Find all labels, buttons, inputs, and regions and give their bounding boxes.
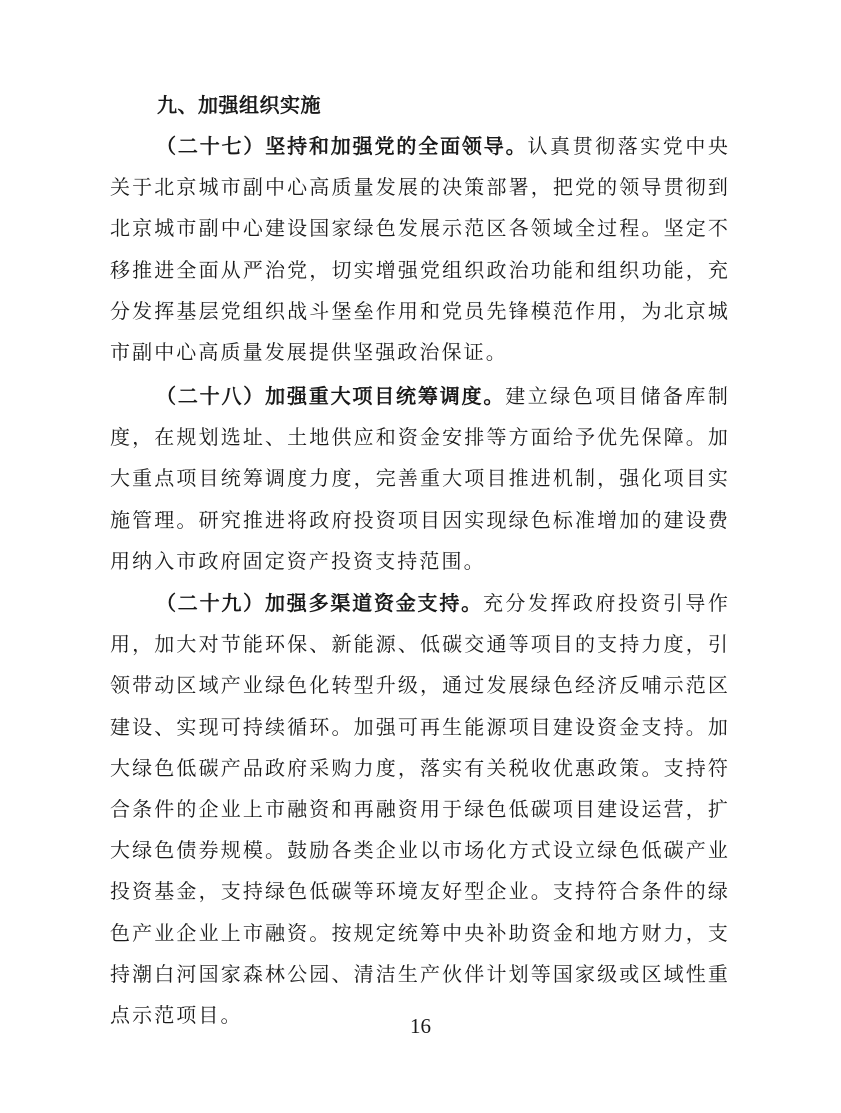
section-heading: 九、加强组织实施: [157, 93, 321, 117]
paragraph-27-body: 认真贯彻落实党中央关于北京城市副中心高质量发展的决策部署，把党的领导贯彻到北京城市副中心建设国家绿色发展示范区各领域全过程。坚定不移推进全面从严治党，切实增强党组织政治功能和组织功能，充分发挥基层党组织战斗堡垒作用和党员先锋模范作用，为北京城市副中心高质量发展提供坚强政治保证。: [110, 134, 730, 365]
paragraph-28: [110, 376, 730, 582]
paragraph-28-lead: （二十八）加强重大项目统筹调度。: [156, 384, 506, 408]
paragraph-28-body: 建立绿色项目储备库制度，在规划选址、土地供应和资金安排等方面给予优先保障。加大重点项目统筹调度力度，完善重大项目推进机制，强化项目实施管理。研究推进将政府投资项目因实现绿色标准增加的建设费用纳入市政府固定资产投资支持范围。: [110, 384, 731, 573]
paragraph-29-lead: （二十九）加强多渠道资金支持。: [156, 591, 483, 615]
paragraph-29-body: 充分发挥政府投资引导作用，加大对节能环保、新能源、低碳交通等项目的支持力度，引领带动区域产业绿色化转型升级，通过发展绿色经济反哺示范区建设、实现可持续循环。加强可再生能源项目建设资金支持。加大绿色低碳产品政府采购力度，落实有关税收优惠政策。支持符合条件的企业上市融资和再融资用于绿色低碳项目建设运营，扩大绿色债券规模。鼓励各类企业以市场化方式设立绿色低碳产业投资基金，支持绿色低碳等环境友好型企业。支持符合条件的绿色产业企业上市融资。按规定统筹中央补助资金和地方财力，支持潮白河国家森林公园、清洁生产伙伴计划等国家级或区域性重点示范项目。: [110, 591, 730, 1028]
paragraph-27: [110, 126, 730, 373]
paragraph-29: [110, 583, 730, 1036]
page-number: 16: [410, 1014, 431, 1038]
paragraph-27-lead: （二十七）坚持和加强党的全面领导。: [156, 134, 528, 158]
